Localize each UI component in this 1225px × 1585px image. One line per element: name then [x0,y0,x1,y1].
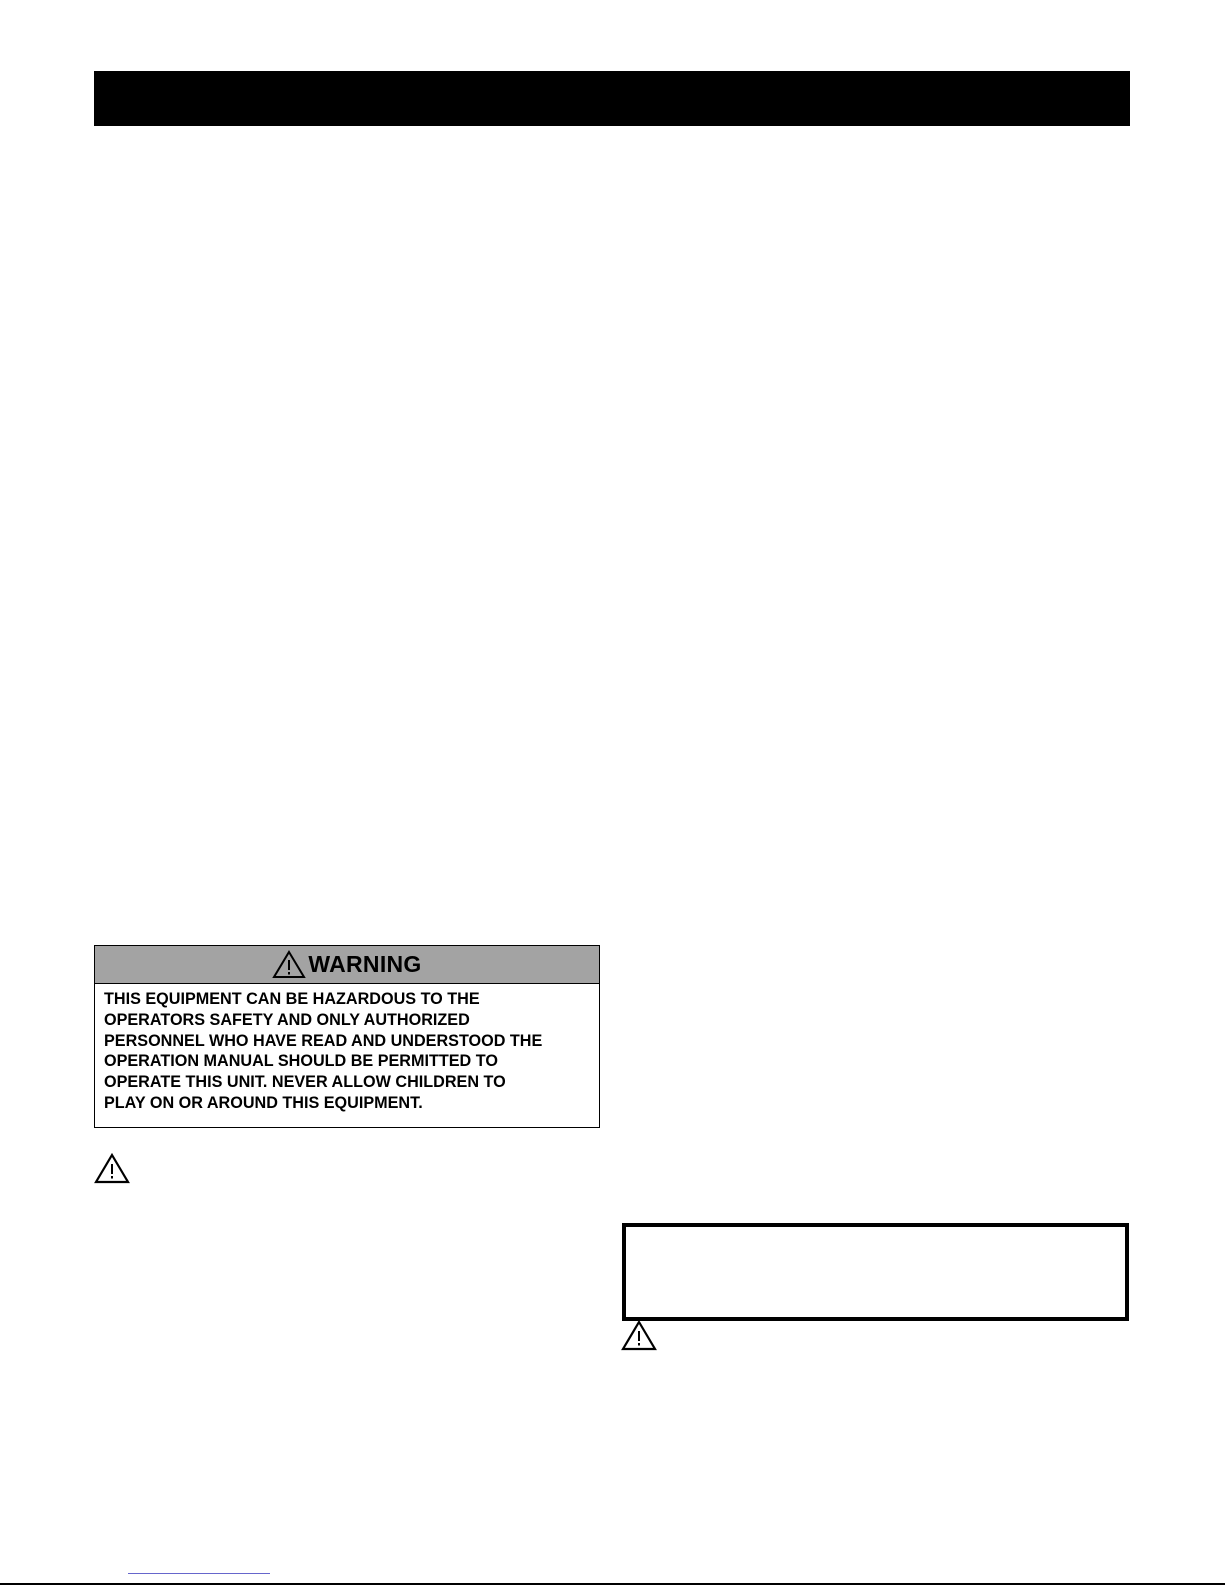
warning-title: WARNING [308,951,422,977]
section-header-bar [94,71,1130,126]
footer-link-underline[interactable] [128,1573,270,1574]
warning-box [94,945,600,1128]
notice-box [622,1223,1129,1321]
caution-triangle-icon [621,1320,657,1351]
warning-text: THIS EQUIPMENT CAN BE HAZARDOUS TO THE OPERATORS SAFETY AND ONLY AUTHORIZED PERSONNEL WHO HAVE READ AND UNDERSTOOD THE OPERATION MANUAL SHOULD BE PERMITTED TO OPERATE THIS UNIT. NEVER ALLOW CHILDREN TO PLAY ON OR AROUND THIS EQUIPMENT. [104,990,543,1112]
warning-triangle-icon [272,950,306,979]
caution-triangle-icon [94,1153,130,1184]
warning-header [95,946,599,984]
